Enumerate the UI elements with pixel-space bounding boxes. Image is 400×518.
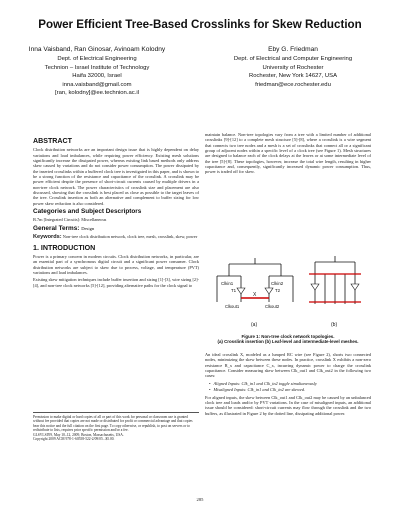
figure-1-caption [205, 334, 371, 345]
general-terms [33, 226, 199, 231]
right-paragraph-2: An ideal crosslink X, modeled as a lumped RC wire (see Figure 2), shorts two connected nodes, minimizing the skew between these nodes. In practice, crosslink X exhibits a non-zero resistance R_x and capacitance C_x, incurring dynamic power to charge the crosslink capacitance. Consider measuring skew between Clk_out1 and Clk_out2 in the following two cases: [205, 352, 371, 379]
keywords-text: Non-tree clock distribution network, clock tree, mesh, crosslink, skew, power [62, 234, 198, 240]
author-names: Eby G. Friedman [268, 46, 318, 53]
keywords-heading: Keywords: [33, 234, 62, 241]
terms-text: Design [81, 225, 95, 231]
clkin1-label: Clkin1 [221, 281, 234, 286]
right-column-upper [205, 132, 371, 177]
t2-label: T2 [275, 288, 281, 293]
figure-caption-line-2: (a) Crosslink insertion (b) Leaf-level and intermediate-level meshes. [217, 339, 359, 345]
figure-1 [205, 252, 371, 330]
page-number: 285 [196, 497, 204, 502]
author-affiliation: Technion – Israel Institute of Technology [44, 64, 150, 71]
clkout2-label: Clkout2 [265, 304, 280, 309]
left-column [33, 136, 199, 290]
bullet-item: • Aligned Inputs: Clk_in1 and Clk_in2 toggle simultaneously [209, 381, 371, 386]
author-email: [ran, kolodny]@ee.technion.ac.il [55, 90, 139, 97]
categories-heading: Categories and Subject Descriptors [33, 208, 142, 216]
buffer-icon [311, 284, 319, 290]
t1-label: T1 [231, 288, 237, 293]
buffer-icon [351, 284, 359, 290]
author-block-right [218, 46, 368, 89]
buffer-icon [265, 288, 273, 294]
author-affiliation: Dept. of Electrical Engineering [57, 56, 137, 63]
copyright-permission: Permission to make digital or hard copies of all or part of this work for personal or classroom use is granted without fee provided that copies are not made or distributed for profit or commercial advantage and that copies bear this notice and the full citation on the first page. To copy otherwise, or republish, to post on servers or to redistribute to lists, requires prior specific permission and/or a fee. [33, 415, 193, 433]
author-affiliation: University of Rochester [262, 64, 324, 71]
crosslink-label: X [253, 292, 257, 298]
right-column-lower [205, 352, 371, 418]
author-affiliation: Rochester, New York 14627, USA [248, 73, 338, 80]
copyright-venue: GLSVLSI'09, May 10–12, 2009, Boston, Massachusetts, USA. [33, 432, 124, 437]
author-names: Inna Vaisband, Ran Ginosar, Avinoam Kolodny [28, 46, 166, 53]
subfigure-a-label: (a) [251, 322, 258, 328]
author-affiliation: Dept. of Electrical and Computer Engineering [233, 56, 353, 63]
buffer-icon [237, 288, 245, 294]
author-affiliation: Haifa 32000, Israel [72, 73, 122, 80]
intro-heading: 1. INTRODUCTION [33, 243, 96, 252]
author-block-left [22, 46, 172, 97]
tree-b [315, 256, 355, 304]
author-email: inna.vaisband@gmail.com [62, 81, 132, 88]
bullet-list [209, 381, 371, 393]
abstract-text: Clock distribution networks are an important design issue that is highly dependent on delay variations and load imbalances, while requiring power efficiency. Existing mesh solutions significantly increase the dissipated power, whereas existing link based methods only address skew caused by variations and do not consider power consumption. The power dissipated by the inserted crosslinks within a buffered clock tree is investigated in this paper, and is shown to be a strong function of the resistance and capacitance of the crosslink. A crosslink may be power efficient despite the presence of short-circuit currents caused by multiple drivers in a non-tree clock network. The power characteristics of crosslink size and placement are also discussed, showing that the crosslink is best placed as close as possible to the target leaves of the tree. Crosslink insertion as both an alternative and complement to buffer sizing for low power skew reduction is also considered. [33, 147, 199, 206]
paper-title: Power Efficient Tree-Based Crosslinks for Skew Reduction [38, 18, 362, 31]
author-email: friedman@ece.rochester.edu [255, 81, 331, 88]
categories-text: B.7m [Integrated Circuits]: Miscellaneous [33, 217, 107, 223]
abstract-heading: ABSTRACT [33, 137, 73, 145]
intro-paragraph-1: Power is a primary concern in modern circuits. Clock distribution networks, in particular, are an essential part of a synchronous digital circuit and a significant power consumer. Clock distribution networks are subject to skew due to process, voltage, and temperature (PVT) variations and load imbalances. [33, 253, 199, 275]
subfigure-b-label: (b) [331, 322, 338, 328]
right-paragraph-1: maintain balance. Non-tree topologies vary from a tree with a limited number of additional crosslinks [9]-[12] to a complete mesh structure [5]-[8], where a crosslink is a wire segment that connects two tree nodes and a mesh is a set of crosslinks that connect all or a significant group of adjacent nodes within a specific level of a clock tree (see Figure 1). Mesh structures are designed to balance each of the clock delays at the leaves or at some intermediate level of the tree [5]-[8]. These topologies, however, increase the total wire length, resulting in higher capacitance and, consequently, significantly increased dynamic power consumption. Thus, power is traded off for skew. [205, 132, 371, 175]
clkout1-label: Clkout1 [225, 304, 240, 309]
keywords-paragraph [33, 234, 199, 240]
figure-caption-line-1: Figure 1: Non-tree clock network topologies. [241, 334, 335, 339]
clkin2-label: Clkin2 [271, 281, 284, 286]
copyright-line: Copyright 2009 ACM 978-1-60558-522-2/09/05...$5.00. [33, 437, 115, 442]
figure-1-diagram [205, 252, 371, 330]
terms-heading: General Terms: [33, 224, 80, 232]
right-paragraph-3: For aligned inputs, the skew between Clk_out1 and Clk_out2 may be caused by an unbalanced clock tree and loads and/or by PVT variations. In the case of misaligned inputs, an additional issue should be considered: short-circuit currents may flow through the crosslink and the two buffers, as illustrated in Figure 2 by the dotted line, dissipating additional power. [205, 394, 371, 416]
copyright-notice [33, 412, 199, 442]
intro-paragraph-2: Existing skew mitigation techniques include buffer insertion and sizing [1]-[3], wire sizing [2]-[4], and non-tree clock networks [5]-[12], providing alternative paths for the clock signal to [33, 277, 199, 288]
bullet-item: • Misaligned Inputs: Clk_in1 and Clk_in2 are skewed. [209, 387, 371, 392]
